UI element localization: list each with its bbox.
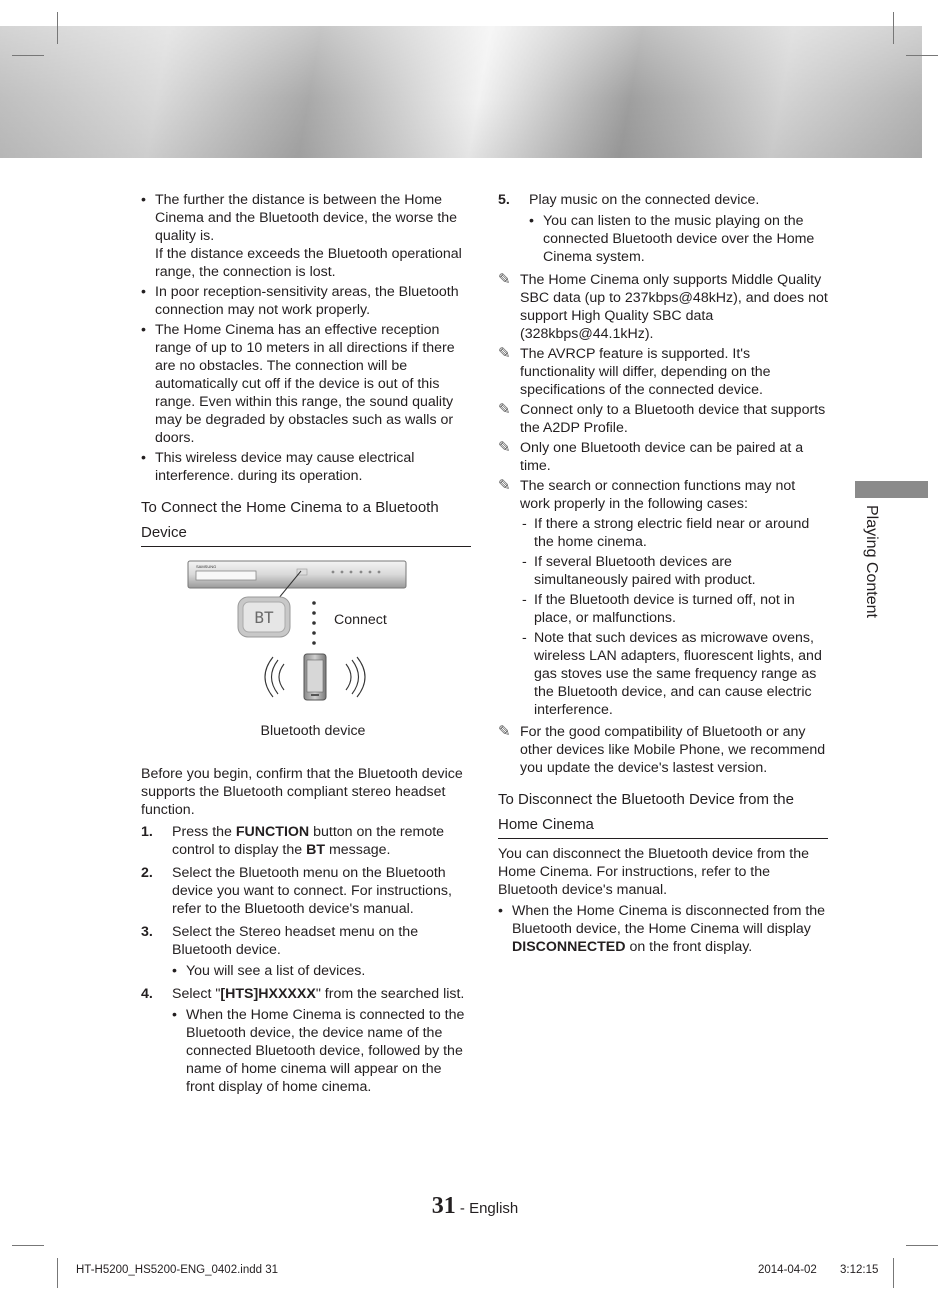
crop-mark (906, 1245, 938, 1246)
svg-text:Connect: Connect (334, 612, 387, 628)
case-item: - Note that such devices as microwave ovens, wireless LAN adapters, fluorescent lights, and gas stoves use the same frequency range as the Bluetooth device, and can cause electric interference. (520, 629, 828, 719)
pencil-note-icon: ✎ (498, 401, 511, 418)
pencil-note-icon: ✎ (498, 271, 511, 288)
case-item: - If there a strong electric field near or around the home cinema. (520, 515, 828, 551)
crop-mark (906, 55, 938, 56)
list-item: • The Home Cinema has an effective reception range of up to 10 meters in all directions if there are no obstacles. The connection will be automatically cut off if the device is out of this range. Even within this range, the sound quality may be degraded by obstacles such as walls or doors. (141, 321, 471, 447)
pencil-note-icon: ✎ (498, 723, 511, 740)
diagram-graphic (141, 557, 471, 757)
crop-mark (57, 12, 58, 44)
step-item: 2. Select the Bluetooth menu on the Bluetooth device you want to connect. For instructions, refer to the Bluetooth device's manual. (141, 865, 452, 917)
intro-paragraph: Before you begin, confirm that the Bluetooth device supports the Bluetooth compliant stereo headset function. (141, 766, 463, 818)
svg-text:BT: BT (254, 608, 274, 627)
step-item: 4. Select "[HTS]HXXXXX" from the searched list. • When the Home Cinema is connected to the Bluetooth device, the device name of the connected Bluetooth device, followed by the name of home cinema will appear on the front display of home cinema. (141, 985, 471, 1096)
footer-filename: HT-H5200_HS5200-ENG_0402.indd 31 (76, 1264, 279, 1276)
left-column (141, 191, 471, 1101)
note-item: ✎ The AVRCP feature is supported. It's functionality will differ, depending on the specifications of the connected device. (498, 345, 771, 398)
side-tab-label: Playing Content (863, 505, 880, 618)
svg-text:SAMSUNG: SAMSUNG (196, 564, 217, 569)
crop-mark (893, 12, 894, 44)
step-item: 5. Play music on the connected device. • You can listen to the music playing on the connected Bluetooth device over the Home Cinema system. (498, 191, 828, 266)
page-number: 31 - English (431, 1193, 519, 1219)
connection-diagram (141, 557, 471, 757)
crop-mark (893, 1258, 894, 1288)
footer-time: 3:12:15 (840, 1264, 879, 1276)
right-column (498, 191, 828, 958)
list-item: • When the Home Cinema is disconnected from the Bluetooth device, the Home Cinema will display DISCONNECTED on the front display. (498, 902, 828, 956)
side-tab-bar (855, 481, 928, 498)
crop-mark (12, 55, 44, 56)
disconnect-paragraph: You can disconnect the Bluetooth device from the Home Cinema. For instructions, refer to the Bluetooth device's manual. (498, 846, 810, 898)
case-item: - If several Bluetooth devices are simultaneously paired with product. (520, 553, 828, 589)
header-banner (0, 26, 922, 158)
list-item: • The further the distance is between the Home Cinema and the Bluetooth device, the worse the quality is. If the distance exceeds the Bluetooth operational range, the connection is lost. (141, 191, 471, 281)
footer-date: 2014-04-02 (758, 1264, 817, 1276)
note-item: ✎ The Home Cinema only supports Middle Quality SBC data (up to 237kbps@48kHz), and does not support High Quality SBC data (328kbps@44.1kHz). (498, 271, 828, 342)
pencil-note-icon: ✎ (498, 439, 511, 456)
section-heading-disconnect: To Disconnect the Bluetooth Device from the Home Cinema (498, 787, 828, 839)
case-item: - If the Bluetooth device is turned off, not in place, or malfunctions. (520, 591, 828, 627)
crop-mark (12, 1245, 44, 1246)
note-item: ✎ Only one Bluetooth device can be paired at a time. (498, 439, 804, 474)
note-item: ✎ For the good compatibility of Bluetooth or any other devices like Mobile Phone, we recommend you update the device's lastest version. (498, 723, 826, 776)
svg-text:Bluetooth device: Bluetooth device (260, 723, 366, 739)
list-item: • In poor reception-sensitivity areas, the Bluetooth connection may not work properly. (141, 283, 471, 319)
list-item: • This wireless device may cause electrical interference. during its operation. (141, 449, 471, 485)
note-item: ✎ Connect only to a Bluetooth device that supports the A2DP Profile. (498, 401, 826, 436)
step-item: 3. Select the Stereo headset menu on the Bluetooth device. • You will see a list of devices. (141, 923, 471, 980)
pencil-note-icon: ✎ (498, 477, 511, 494)
step-item: 1. Press the FUNCTION button on the remote control to display the BT message. (141, 824, 445, 858)
crop-mark (57, 1258, 58, 1288)
section-heading-connect: To Connect the Home Cinema to a Bluetooth Device (141, 495, 471, 547)
pencil-note-icon: ✎ (498, 345, 511, 362)
note-item: ✎ The search or connection functions may not work properly in the following cases: (498, 477, 796, 512)
